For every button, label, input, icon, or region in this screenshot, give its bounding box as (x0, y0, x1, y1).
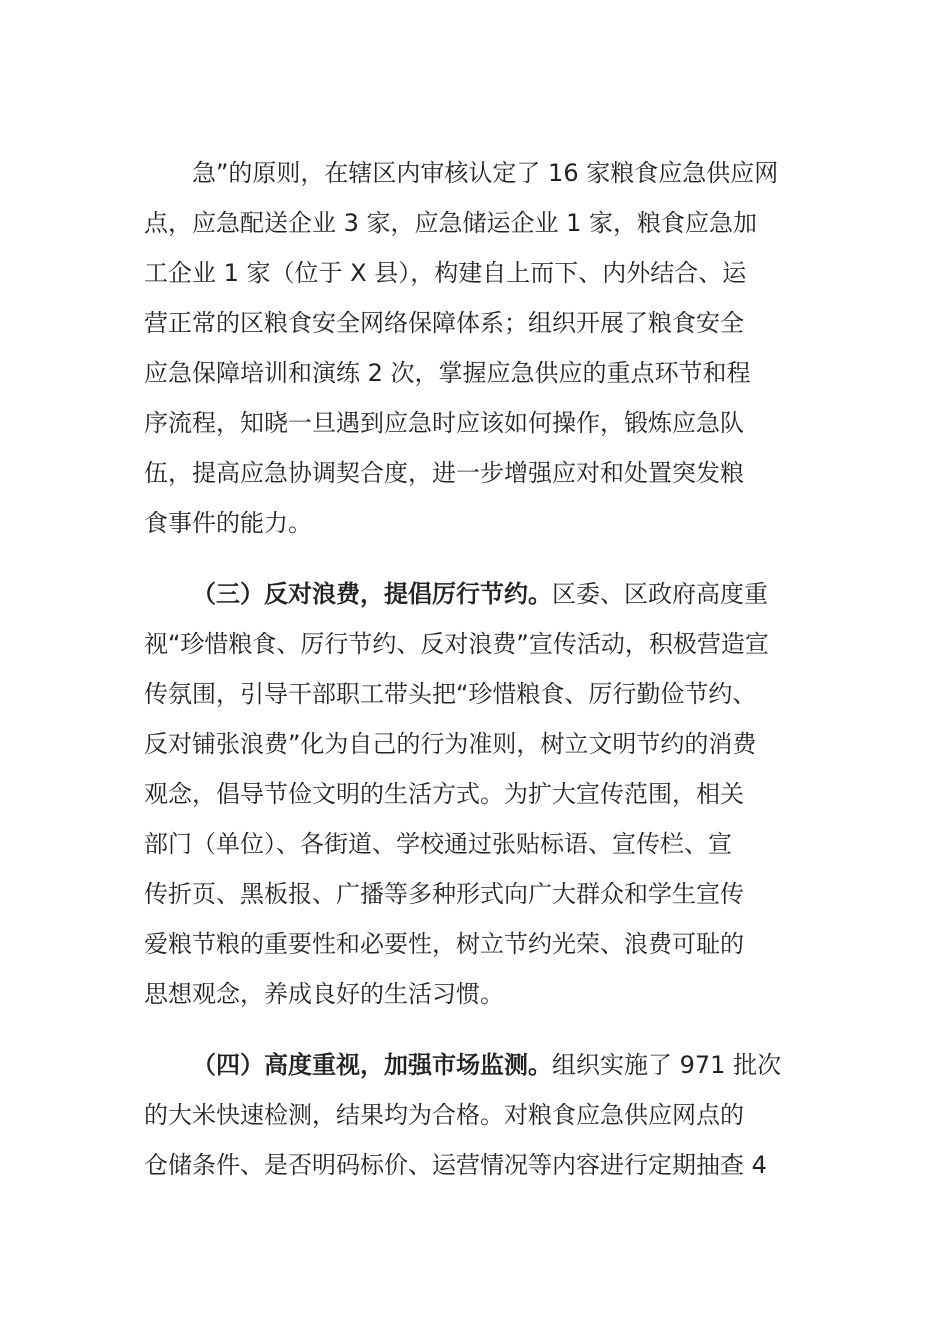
paragraph-line: 伍，提高应急协调契合度，进一步增强应对和处置突发粮 (144, 459, 744, 487)
section-heading: （三）反对浪费，提倡厉行节约。 (192, 580, 552, 608)
paragraph-line: 序流程，知晓一旦遇到应急时应该如何操作，锻炼应急队 (144, 409, 744, 437)
paragraph-2 (144, 569, 806, 1019)
paragraph-line: 部门（单位）、各街道、学校通过张贴标语、宣传栏、宣 (144, 830, 732, 858)
paragraph-line: 思想观念，养成良好的生活习惯。 (144, 980, 504, 1008)
paragraph-first-line (144, 1040, 806, 1090)
paragraph-3 (144, 1040, 806, 1190)
paragraph-line: 仓储条件、是否明码标价、运营情况等内容进行定期抽查 4 (144, 1151, 767, 1179)
paragraph-line: 工企业 1 家（位于 X 县），构建自上而下、内外结合、运 (144, 259, 747, 287)
paragraph-text: 组织实施了 971 批次 (552, 1051, 782, 1079)
paragraph-line: 的大米快速检测，结果均为合格。对粮食应急供应网点的 (144, 1101, 744, 1129)
paragraph-line: 视“珍惜粮食、厉行节约、反对浪费”宣传活动，积极营造宣 (144, 630, 769, 658)
paragraph-line: 传折页、黑板报、广播等多种形式向广大群众和学生宣传 (144, 880, 744, 908)
paragraph-line: 应急保障培训和演练 2 次，掌握应急供应的重点环节和程 (144, 359, 751, 387)
section-heading: （四）高度重视，加强市场监测。 (192, 1051, 552, 1079)
paragraph-line: 营正常的区粮食安全网络保障体系；组织开展了粮食安全 (144, 309, 744, 337)
paragraph-line: 反对铺张浪费”化为自己的行为准则，树立文明节约的消费 (144, 730, 757, 758)
paragraph-line: 观念，倡导节俭文明的生活方式。为扩大宣传范围，相关 (144, 780, 744, 808)
paragraph-first-line (144, 569, 806, 619)
paragraph-line: 点，应急配送企业 3 家，应急储运企业 1 家，粮食应急加 (144, 209, 758, 237)
paragraph-line: 爱粮节粮的重要性和必要性，树立节约光荣、浪费可耻的 (144, 930, 744, 958)
paragraph-line: 急”的原则，在辖区内审核认定了 16 家粮食应急供应网 (192, 159, 779, 187)
paragraph-text: 区委、区政府高度重 (552, 580, 768, 608)
paragraph-line: 传氛围，引导干部职工带头把“珍惜粮食、厉行勤俭节约、 (144, 680, 757, 708)
paragraph-1 (144, 148, 806, 548)
paragraph-line: 食事件的能力。 (144, 509, 312, 537)
